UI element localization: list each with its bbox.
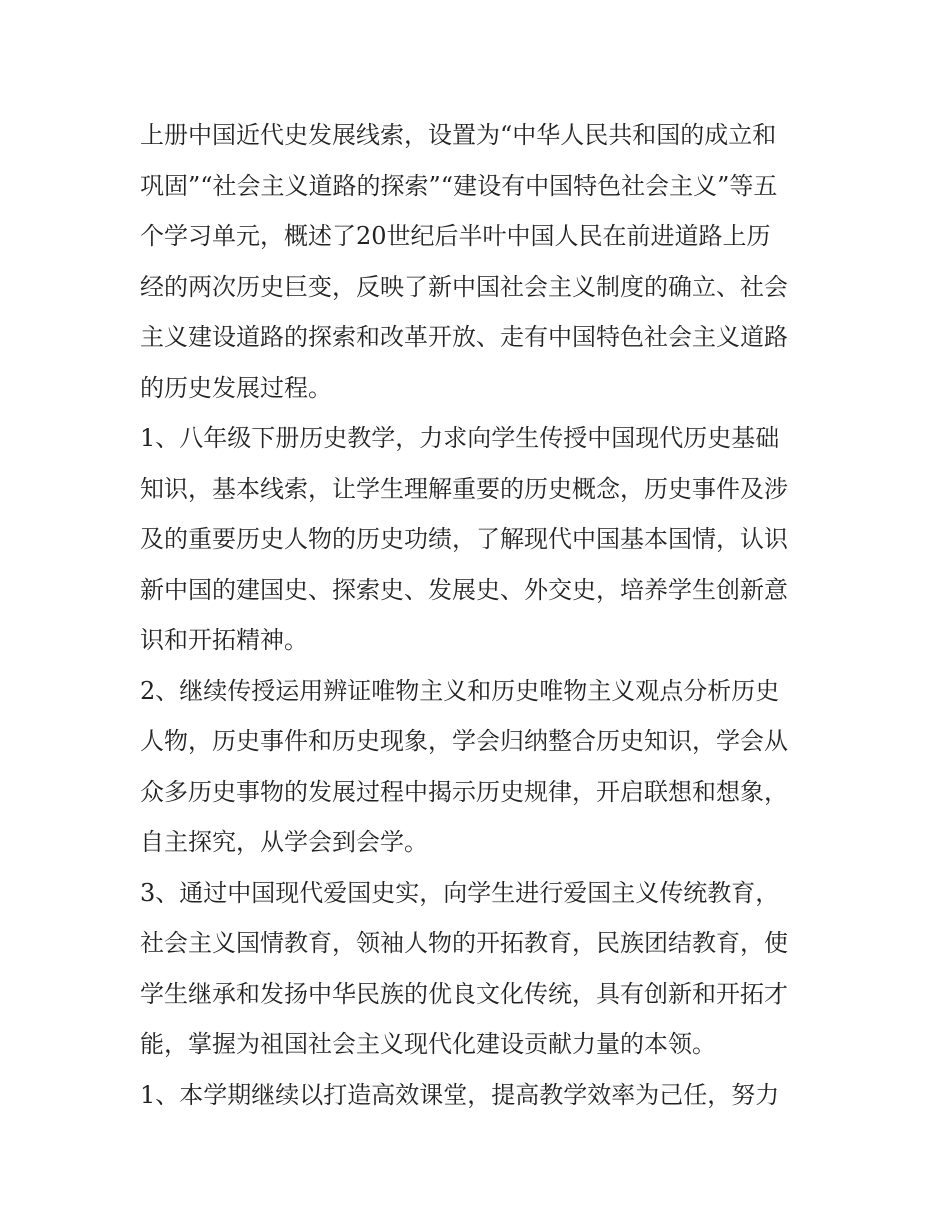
text-line: 巩固”“社会主义道路的探索”“建设有中国特色社会主义”等五: [140, 171, 778, 200]
text-line: 主义建设道路的探索和改革开放、走有中国特色社会主义道路: [140, 323, 788, 351]
text-line: 1、八年级下册历史教学，力求向学生传授中国现代历史基础: [140, 424, 780, 452]
text-line: 上册中国近代史发展线索，设置为“中华人民共和国的成立和: [140, 121, 777, 149]
text-line: 3、通过中国现代爱国史实，向学生进行爱国主义传统教育，: [140, 878, 780, 907]
text-line: 能，掌握为祖国社会主义现代化建设贡献力量的本领。: [140, 1030, 716, 1058]
text-line: 新中国的建国史、探索史、发展史、外交史，培养学生创新意: [140, 575, 788, 604]
text-line: 学生继承和发扬中华民族的优良文化传统，具有创新和开拓才: [140, 979, 788, 1008]
text-line: 及的重要历史人物的历史功绩，了解现代中国基本国情，认识: [140, 525, 788, 553]
text-line: 人物，历史事件和历史现象，学会归纳整合历史知识，学会从: [140, 727, 788, 755]
text-line: 社会主义国情教育，领袖人物的开拓教育，民族团结教育，使: [140, 929, 788, 957]
text-line: 自主探究，从学会到会学。: [140, 828, 428, 856]
document-body: [140, 110, 830, 1120]
text-line: 识和开拓精神。: [140, 626, 308, 654]
text-line: 经的两次历史巨变，反映了新中国社会主义制度的确立、社会: [140, 272, 788, 301]
text-line: 众多历史事物的发展过程中揭示历史规律，开启联想和想象，: [140, 777, 788, 806]
text-line: 知识，基本线索，让学生理解重要的历史概念，历史事件及涉: [140, 474, 788, 503]
text-line: 个学习单元，概述了20世纪后半叶中国人民在前进道路上历: [140, 222, 771, 250]
text-line: 的历史发展过程。: [140, 373, 332, 402]
text-line: 1、本学期继续以打造高效课堂，提高教学效率为己任，努力: [140, 1080, 780, 1109]
text-line: 2、继续传授运用辨证唯物主义和历史唯物主义观点分析历史: [140, 676, 780, 705]
